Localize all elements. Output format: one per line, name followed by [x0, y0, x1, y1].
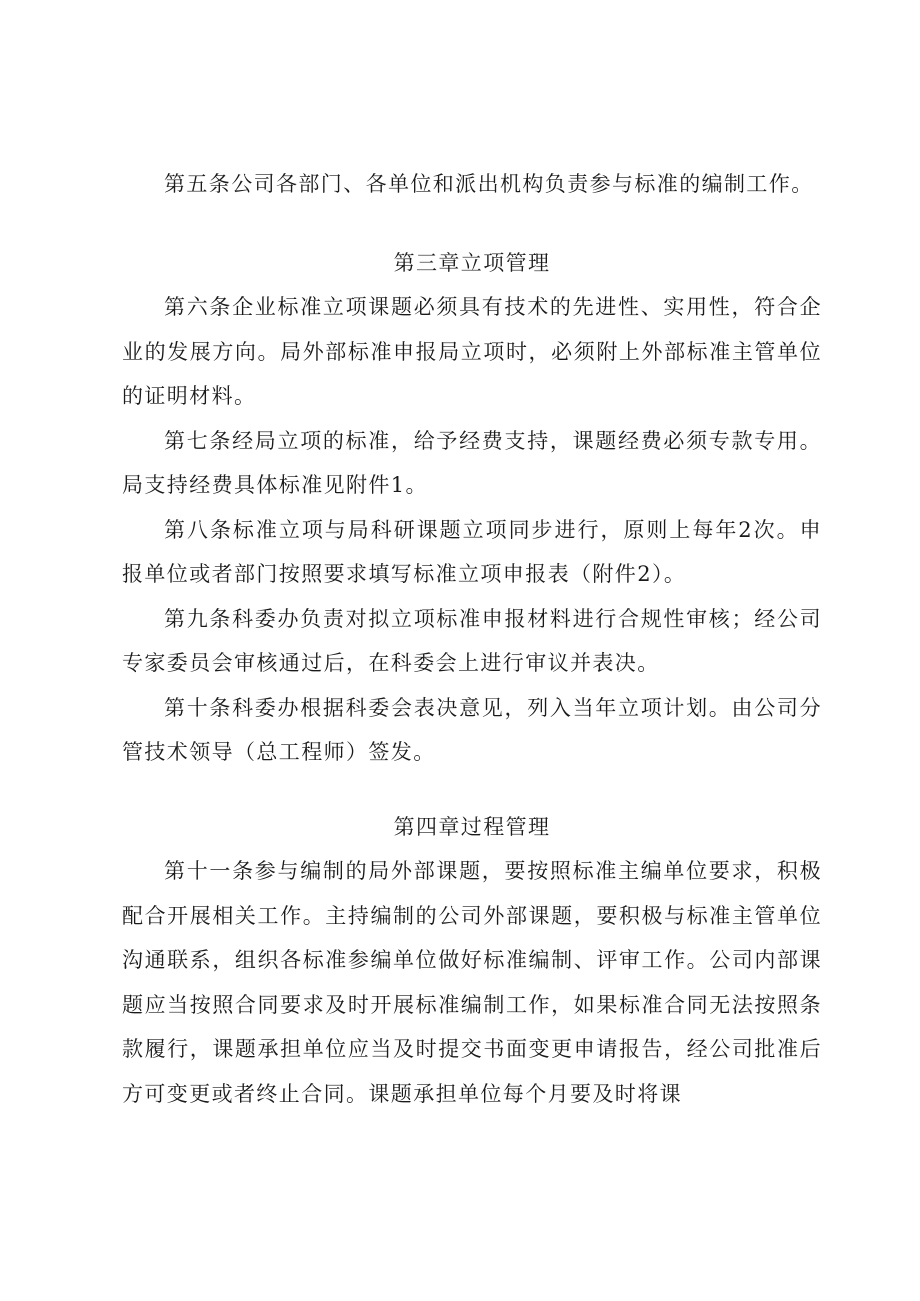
article-10: 第十条科委办根据科委会表决意见，列入当年立项计划。由公司分管技术领导（总工程师）签发。 — [122, 695, 822, 764]
spacer — [122, 207, 822, 241]
article-11: 第十一条参与编制的局外部课题，要按照标准主编单位要求，积极配合开展相关工作。主持编制的公司外部课题，要积极与标准主管单位沟通联系，组织各标准参编单位做好标准编制、评审工作。公司内部课题应当按照合同要求及时开展标准编制工作，如果标准合同无法按照条款履行，课题承担单位应当及时提交书面变更申请报告，经公司批准后方可变更或者终止合同。课题承担单位每个月要及时将课 — [122, 859, 822, 1106]
document-body — [122, 162, 822, 1116]
spacer — [122, 775, 822, 805]
article-9: 第九条科委办负责对拟立项标准申报材料进行合规性审核；经公司专家委员会审核通过后，在科委会上进行审议并表决。 — [122, 606, 822, 675]
article-6: 第六条企业标准立项课题必须具有技术的先进性、实用性，符合企业的发展方向。局外部标准申报局立项时，必须附上外部标准主管单位的证明材料。 — [122, 295, 822, 408]
article-7: 第七条经局立项的标准，给予经费支持，课题经费必须专款专用。局支持经费具体标准见附件1。 — [122, 428, 822, 497]
article-8: 第八条标准立项与局科研课题立项同步进行，原则上每年2次。申报单位或者部门按照要求填写标准立项申报表（附件2）。 — [122, 517, 822, 586]
chapter-3-title: 第三章立项管理 — [393, 250, 551, 275]
chapter-4-title: 第四章过程管理 — [393, 814, 551, 839]
article-5: 第五条公司各部门、各单位和派出机构负责参与标准的编制工作。 — [164, 172, 814, 196]
